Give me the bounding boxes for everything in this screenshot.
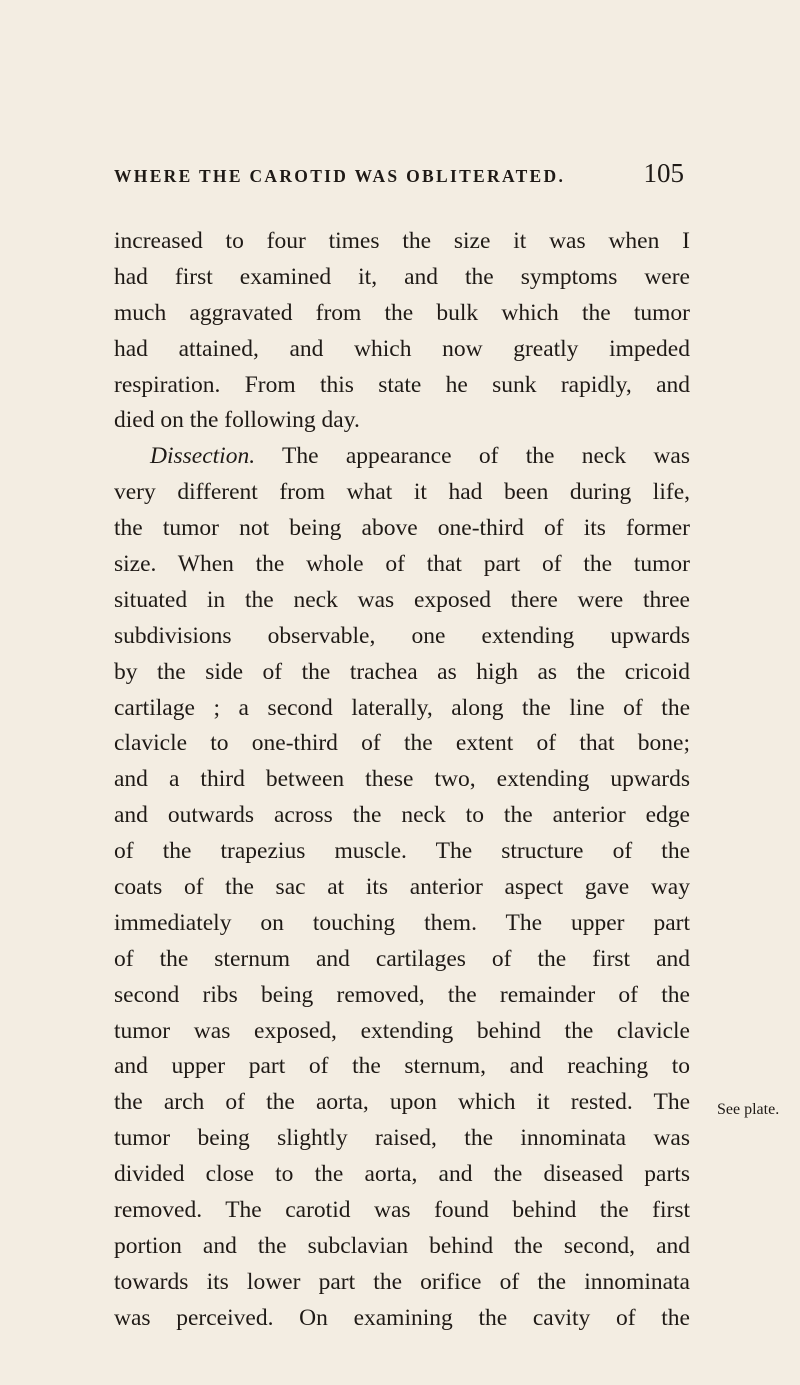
text-line: size. When the whole of that part of the tumor <box>114 551 690 578</box>
text-line: cartilage ; a second laterally, along the line of the <box>114 694 690 721</box>
page-number: 105 <box>643 158 684 188</box>
text-line: removed. The carotid was found behind the first <box>114 1197 690 1224</box>
text-line: died on the following day. <box>114 407 360 434</box>
text-line: the tumor not being above one-third of its former <box>114 515 690 542</box>
dissection-heading: Dissection. <box>150 443 256 470</box>
text-line: tumor being slightly raised, the innominata was <box>114 1125 690 1152</box>
text-line: situated in the neck was exposed there were three <box>114 586 690 613</box>
text-line: towards its lower part the orifice of the innominata <box>114 1268 690 1295</box>
text-line: of the trapezius muscle. The structure of the <box>114 838 690 865</box>
text-line: had attained, and which now greatly impeded <box>114 335 690 362</box>
text-line: increased to four times the size it was when I <box>114 228 690 254</box>
running-head: WHERE THE CAROTID WAS OBLITERATED. <box>114 166 566 186</box>
text-line: immediately on touching them. The upper part <box>114 909 690 936</box>
text-line: and upper part of the sternum, and reaching to <box>114 1053 690 1080</box>
text-line: second ribs being removed, the remainder of the <box>114 981 690 1008</box>
text-line: coats of the sac at its anterior aspect gave way <box>114 874 690 901</box>
text-line: was perceived. On examining the cavity of the <box>114 1304 690 1331</box>
text-line: by the side of the trachea as high as the cricoid <box>114 658 690 685</box>
text-line: the arch of the aorta, upon which it rested. The <box>114 1089 690 1116</box>
margin-note: See plate. <box>717 1101 780 1118</box>
text-line: very different from what it had been during life, <box>114 479 690 506</box>
text-line: and a third between these two, extending upwards <box>114 766 690 793</box>
text-line: tumor was exposed, extending behind the clavicle <box>114 1017 690 1044</box>
text-line: divided close to the aorta, and the diseased parts <box>114 1161 690 1188</box>
dissection-rest: The appearance of the neck was <box>282 443 691 470</box>
page-header <box>114 158 684 198</box>
text-line: subdivisions observable, one extending upwards <box>114 622 690 649</box>
text-line: of the sternum and cartilages of the first and <box>114 945 690 972</box>
text-line: and outwards across the neck to the anterior edge <box>114 802 690 829</box>
text-line: clavicle to one-third of the extent of that bone; <box>114 730 690 757</box>
text-line: respiration. From this state he sunk rapidly, and <box>114 371 690 398</box>
dissection-line <box>114 439 690 475</box>
text-line: much aggravated from the bulk which the tumor <box>114 299 690 326</box>
body-text <box>114 224 690 1337</box>
text-line: portion and the subclavian behind the second, and <box>114 1232 690 1259</box>
text-line: had first examined it, and the symptoms were <box>114 263 690 290</box>
